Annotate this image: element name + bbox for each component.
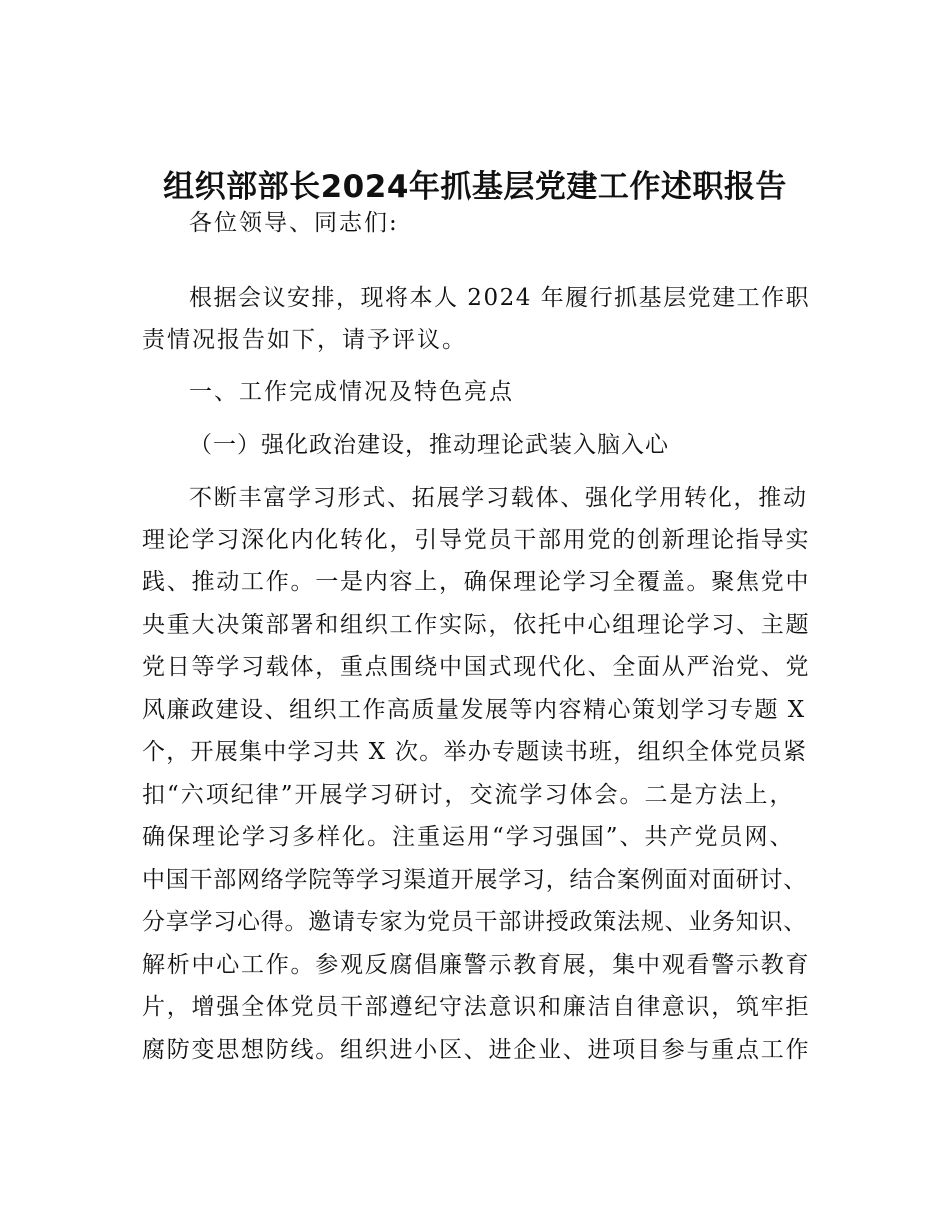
body-line: 分享学习心得。邀请专家为党员干部讲授政策法规、业务知识、 (142, 909, 807, 935)
subsection-heading: （一）强化政治建设，推动理论武装入脑入心 (189, 432, 669, 458)
body-line: 理论学习深化内化转化，引导党员干部用党的创新理论指导实 (142, 527, 811, 553)
body-line: 确保理论学习多样化。注重运用“学习强国”、共产党员网、 (142, 824, 795, 850)
body-line: 党日等学习载体，重点围绕中国式现代化、全面从严治党、党 (142, 654, 811, 680)
body-line: 个，开展集中学习共 X 次。举办专题读书班，组织全体党员紧 (142, 739, 808, 765)
body-line: 扣“六项纪律”开展学习研讨，交流学习体会。二是方法上， (142, 782, 795, 808)
intro-line: 责情况报告如下，请予评议。 (142, 327, 467, 353)
body-line: 央重大决策部署和组织工作实际，依托中心组理论学习、主题 (142, 612, 811, 638)
salutation: 各位领导、同志们: (189, 210, 399, 236)
body-line: 片，增强全体党员干部遵纪守法意识和廉洁自律意识，筑牢拒 (142, 994, 811, 1020)
body-line: 腐防变思想防线。组织进小区、进企业、进项目参与重点工作 (142, 1037, 811, 1063)
intro-line: 根据会议安排，现将本人 2024 年履行抓基层党建工作职 (189, 285, 811, 311)
section-heading: 一、工作完成情况及特色亮点 (189, 379, 514, 405)
body-line: 中国干部网络学院等学习渠道开展学习，结合案例面对面研讨、 (142, 867, 807, 893)
body-line: 解析中心工作。参观反腐倡廉警示教育展，集中观看警示教育 (142, 952, 811, 978)
document-title: 组织部部长2024年抓基层党建工作述职报告 (163, 169, 787, 205)
body-line: 践、推动工作。一是内容上，确保理论学习全覆盖。聚焦党中 (142, 569, 811, 595)
body-line: 风廉政建设、组织工作高质量发展等内容精心策划学习专题 X (142, 697, 806, 723)
body-line: 不断丰富学习形式、拓展学习载体、强化学用转化，推动 (189, 485, 808, 511)
